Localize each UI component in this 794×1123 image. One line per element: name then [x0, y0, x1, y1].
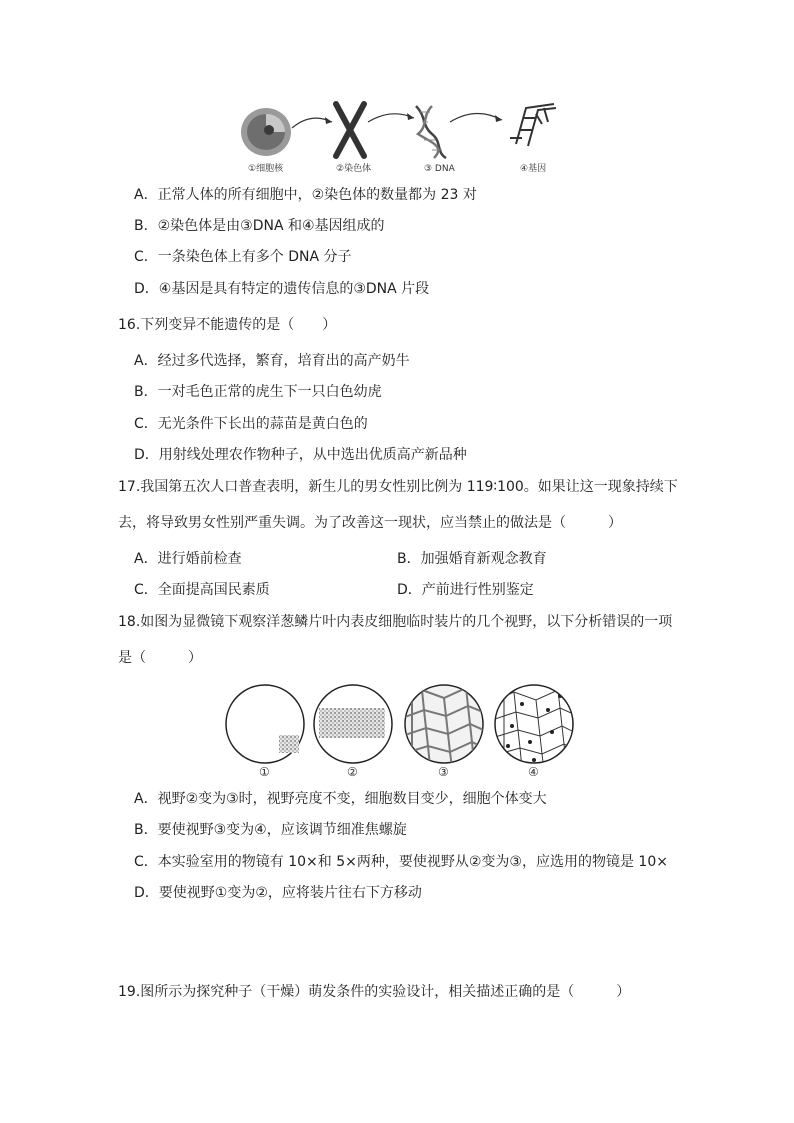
arrow-2 [368, 114, 414, 122]
q15-option-c: C．一条染色体上有多个 DNA 分子 [134, 249, 352, 265]
view-1 [226, 685, 304, 763]
q16-stem: 16.下列变异不能遗传的是（ ） [118, 317, 337, 333]
chromosome-image [336, 104, 364, 156]
q17-option-b: B．加强婚育新观念教育 [397, 551, 547, 567]
q17-option-c: C．全面提高国民素质 [134, 582, 270, 598]
q16-option-c: C．无光条件下长出的蒜苗是黄白色的 [134, 416, 368, 432]
q15-option-b: B．②染色体是由③DNA 和④基因组成的 [134, 218, 385, 234]
view-label-3: ③ [438, 765, 449, 779]
q18-option-d: D．要使视野①变为②，应将装片往右下方移动 [134, 885, 422, 901]
view-2 [314, 685, 392, 763]
view-4 [492, 684, 578, 770]
q16-option-b: B．一对毛色正常的虎生下一只白色幼虎 [134, 384, 382, 400]
q15-option-a: A．正常人体的所有细胞中，②染色体的数量都为 23 对 [134, 187, 477, 203]
q16-option-d: D．用射线处理农作物种子，从中选出优质高产新品种 [134, 447, 467, 463]
q17-option-a: A．进行婚前检查 [134, 551, 242, 567]
heredity-figure [236, 100, 566, 178]
q18-option-c: C．本实验室用的物镜有 10×和 5×两种，要使视野从②变为③，应选用的物镜是 10× [134, 854, 668, 870]
arrow-3 [450, 113, 502, 122]
q17-stem-line1: 17.我国第五次人口普查表明，新生儿的男女性别比例为 119∶100。如果让这一现象持续下 [118, 479, 678, 495]
microscope-views-figure [222, 680, 582, 780]
q19-stem: 19.图所示为探究种子（干燥）萌发条件的实验设计，相关描述正确的是（ ） [118, 984, 631, 1000]
cell-nucleus-image [241, 108, 291, 156]
view-label-2: ② [347, 765, 358, 779]
q16-option-a: A．经过多代选择，繁育，培育出的高产奶牛 [134, 353, 410, 369]
view-label-4: ④ [528, 765, 539, 779]
caption-dna: ③ DNA [424, 164, 455, 174]
view-3 [402, 684, 488, 768]
dna-helix-image [416, 106, 446, 158]
q17-option-d: D．产前进行性别鉴定 [397, 582, 534, 598]
caption-gene: ④基因 [520, 164, 547, 174]
q18-option-a: A．视野②变为③时，视野亮度不变，细胞数目变少，细胞个体变大 [134, 791, 547, 807]
view-label-1: ① [259, 765, 270, 779]
q18-option-b: B．要使视野③变为④，应该调节细准焦螺旋 [134, 822, 407, 838]
q18-stem-line1: 18.如图为显微镜下观察洋葱鳞片叶内表皮细胞临时装片的几个视野，以下分析错误的一项 [118, 614, 673, 630]
caption-chromosome: ②染色体 [336, 164, 372, 174]
q18-stem-line2: 是（ ） [118, 650, 202, 666]
q15-option-d: D．④基因是具有特定的遗传信息的③DNA 片段 [134, 281, 430, 297]
q17-stem-line2: 去，将导致男女性别严重失调。为了改善这一现状，应当禁止的做法是（ ） [118, 515, 622, 531]
gene-image [510, 104, 556, 146]
caption-nucleus: ①细胞核 [248, 164, 284, 174]
